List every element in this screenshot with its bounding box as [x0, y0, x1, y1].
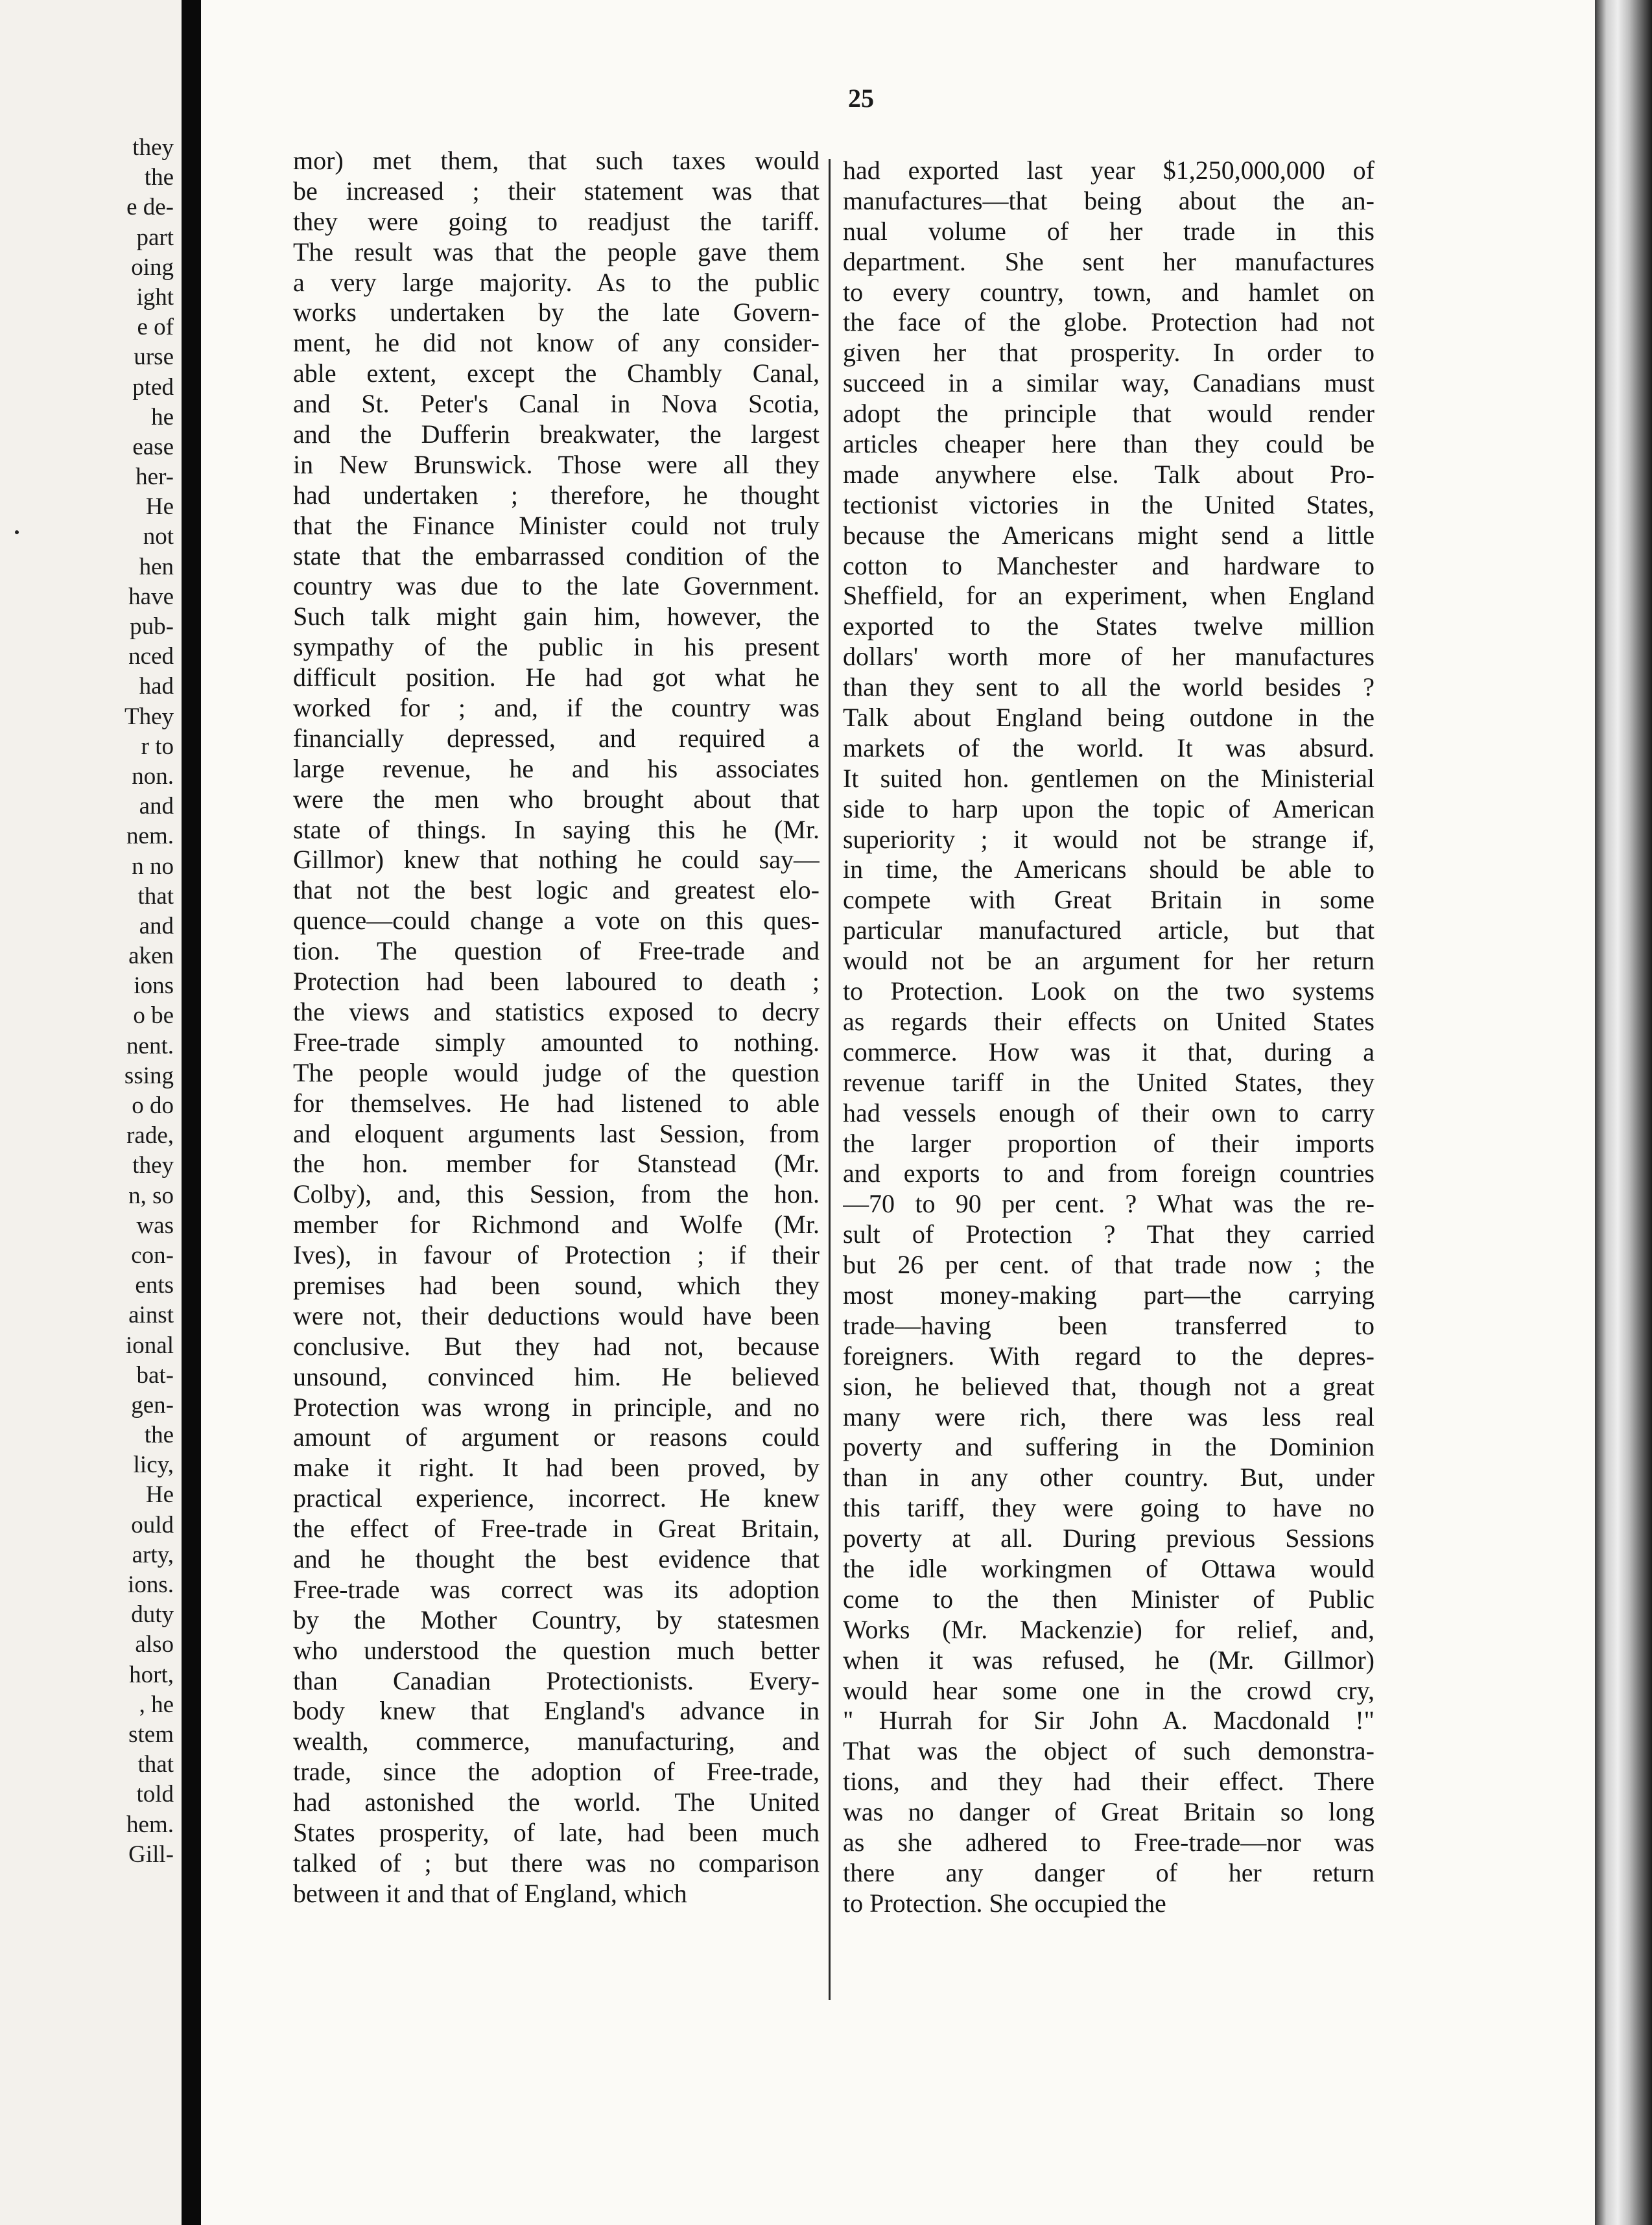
text-line: That was the object of such demonstra- — [843, 1736, 1375, 1766]
text-line: sympathy of the public in his present — [293, 632, 820, 662]
text-line: Protection had been laboured to death ; — [293, 967, 820, 996]
text-line: there any danger of her return — [843, 1857, 1375, 1887]
text-line: trade—having been transferred to — [843, 1310, 1375, 1340]
text-line: body knew that England's advance in — [293, 1696, 820, 1726]
text-line: that not the best logic and greatest elo- — [293, 875, 820, 905]
text-line: given her that prosperity. In order to — [843, 338, 1375, 368]
book-gutter — [182, 0, 201, 2225]
text-line: dollars' worth more of her manufactures — [843, 642, 1375, 672]
text-line: come to the then Minister of Public — [843, 1584, 1375, 1614]
text-line: part — [136, 224, 174, 251]
text-line: mor) met them, that such taxes would — [293, 146, 820, 175]
text-line: pted — [132, 373, 174, 401]
text-line: that the Finance Minister could not truly — [293, 510, 820, 540]
text-line: told — [136, 1781, 174, 1808]
text-line: nced — [128, 643, 174, 670]
text-line: stem — [128, 1721, 174, 1748]
text-line: ions. — [128, 1572, 174, 1598]
text-line: the larger proportion of their imports — [843, 1128, 1375, 1158]
text-line: than they sent to all the world besides ? — [843, 672, 1375, 702]
text-line: ssing — [124, 1062, 174, 1089]
text-line: ions — [134, 972, 174, 1000]
text-line: also — [135, 1631, 174, 1658]
text-line: con- — [131, 1242, 174, 1269]
text-line: commerce. How was it that, during a — [843, 1037, 1375, 1066]
text-line: amount of argument or reasons could — [293, 1422, 820, 1452]
text-line: tion. The question of Free-trade and — [293, 936, 820, 966]
text-line: this tariff, they were going to have no — [843, 1493, 1375, 1523]
text-line: the effect of Free-trade in Great Britain, — [293, 1514, 820, 1544]
text-line: department. She sent her manufactures — [843, 246, 1375, 276]
text-line: particular manufactured article, but that — [843, 915, 1375, 945]
text-line: premises had been sound, which they — [293, 1270, 820, 1300]
text-line: Such talk might gain him, however, the — [293, 602, 820, 631]
text-line: they were going to readjust the tariff. — [293, 206, 820, 236]
text-line: Free-trade simply amounted to nothing. — [293, 1027, 820, 1057]
text-line: non. — [132, 762, 174, 790]
text-line: aken — [128, 943, 174, 970]
text-line: made anywhere else. Talk about Pro- — [843, 459, 1375, 489]
text-line: Works (Mr. Mackenzie) for relief, and, — [843, 1614, 1375, 1644]
text-line: nual volume of her trade in this — [843, 216, 1375, 246]
text-line: that — [137, 882, 174, 910]
text-line: ease — [132, 433, 174, 460]
text-line: when it was refused, he (Mr. Gillmor) — [843, 1645, 1375, 1675]
text-line: Gill- — [128, 1841, 174, 1868]
text-line: arty, — [132, 1541, 174, 1568]
facing-page-fragment — [0, 0, 182, 2225]
text-line: a very large majority. As to the public — [293, 267, 820, 297]
text-line: markets of the world. It was absurd. — [843, 733, 1375, 762]
text-line: urse — [134, 344, 174, 371]
text-line: unsound, convinced him. He believed — [293, 1361, 820, 1391]
text-line: r to — [141, 733, 174, 760]
page — [201, 0, 1595, 2225]
text-line: make it right. It had been proved, by — [293, 1453, 820, 1483]
text-line: the hon. member for Stanstead (Mr. — [293, 1149, 820, 1179]
text-line: manufactures—that being about the an- — [843, 185, 1375, 215]
column-rule — [829, 159, 831, 2000]
text-line: It suited hon. gentlemen on the Ministerial — [843, 763, 1375, 793]
text-line: trade, since the adoption of Free-trade, — [293, 1757, 820, 1787]
ink-speck — [15, 530, 19, 534]
text-line: hen — [139, 553, 174, 580]
text-line: they — [132, 1152, 174, 1179]
text-line: Colby), and, this Session, from the hon. — [293, 1179, 820, 1209]
text-line: quence—could change a vote on this ques- — [293, 906, 820, 936]
text-line: in time, the Americans should be able to — [843, 854, 1375, 884]
text-line: most money-making part—the carrying — [843, 1280, 1375, 1310]
text-line: e of — [137, 314, 174, 341]
text-line: for themselves. He had listened to able — [293, 1088, 820, 1118]
text-line: had exported last year $1,250,000,000 of — [843, 156, 1375, 185]
text-line: , he — [139, 1691, 174, 1718]
text-column-left — [293, 146, 820, 1909]
text-line: be increased ; their statement was that — [293, 176, 820, 206]
text-line: tions, and they had their effect. There — [843, 1767, 1375, 1796]
text-line: He — [145, 1481, 174, 1509]
text-line: many were rich, there was less real — [843, 1402, 1375, 1431]
facing-page-text — [5, 133, 174, 1870]
text-line: state of things. In saying this he (Mr. — [293, 814, 820, 844]
text-line: and he thought the best evidence that — [293, 1544, 820, 1573]
text-line: Sheffield, for an experiment, when England — [843, 581, 1375, 611]
text-line: and exports to and from foreign countries — [843, 1159, 1375, 1188]
text-line: articles cheaper here than they could be — [843, 429, 1375, 459]
text-line: compete with Great Britain in some — [843, 885, 1375, 915]
text-line: revenue tariff in the United States, they — [843, 1067, 1375, 1097]
text-line: hem. — [126, 1811, 174, 1838]
text-line: tectionist victories in the United States, — [843, 489, 1375, 519]
text-line: large revenue, he and his associates — [293, 753, 820, 783]
text-line: was no danger of Great Britain so long — [843, 1797, 1375, 1827]
text-line: had astonished the world. The United — [293, 1787, 820, 1817]
text-line: had — [139, 673, 174, 700]
text-line: to Protection. She occupied the — [843, 1888, 1166, 1918]
text-line: who understood the question much better — [293, 1635, 820, 1665]
text-line: duty — [131, 1601, 174, 1629]
text-line: bat- — [136, 1361, 174, 1389]
text-line: sion, he believed that, though not a great — [843, 1371, 1375, 1401]
text-line: Ives), in favour of Protection ; if their — [293, 1240, 820, 1270]
text-line: works undertaken by the late Govern- — [293, 298, 820, 327]
text-line: and eloquent arguments last Session, from — [293, 1118, 820, 1148]
text-line: have — [128, 583, 174, 610]
text-line: gen- — [131, 1391, 174, 1419]
text-line: able extent, except the Chambly Canal, — [293, 359, 820, 388]
text-line: state that the embarrassed condition of the — [293, 541, 820, 571]
text-line: and — [139, 912, 174, 939]
text-line: would not be an argument for her return — [843, 946, 1375, 976]
text-line: Gillmor) knew that nothing he could say— — [293, 845, 820, 875]
text-line: pub- — [130, 613, 174, 640]
text-line: foreigners. With regard to the depres- — [843, 1341, 1375, 1371]
text-line: —70 to 90 per cent. ? What was the re- — [843, 1189, 1375, 1219]
text-line: not — [143, 523, 174, 550]
text-line: than Canadian Protectionists. Every- — [293, 1666, 820, 1695]
text-line: superiority ; it would not be strange if, — [843, 824, 1375, 854]
text-line: in New Brunswick. Those were all they — [293, 449, 820, 479]
text-line: ainst — [128, 1302, 174, 1329]
text-line: worked for ; and, if the country was — [293, 693, 820, 723]
text-line: between it and that of England, which — [293, 1878, 687, 1908]
text-line: licy, — [133, 1452, 174, 1479]
text-line: the idle workingmen of Ottawa would — [843, 1553, 1375, 1583]
text-line: country was due to the late Government. — [293, 571, 820, 601]
text-line: the face of the globe. Protection had not — [843, 307, 1375, 337]
text-line: n, so — [128, 1182, 174, 1209]
text-line: e de- — [126, 194, 174, 221]
text-line: oing — [131, 253, 174, 281]
text-line: The people would judge of the question — [293, 1057, 820, 1087]
text-line: adopt the principle that would render — [843, 399, 1375, 429]
text-line: and — [139, 793, 174, 820]
text-line: cotton to Manchester and hardware to — [843, 550, 1375, 580]
text-line: ould — [131, 1511, 174, 1538]
text-line: Talk about England being outdone in the — [843, 703, 1375, 733]
text-line: had vessels enough of their own to carry — [843, 1098, 1375, 1127]
text-line: the — [144, 164, 174, 191]
text-line: ight — [136, 283, 174, 311]
text-line: financially depressed, and required a — [293, 723, 820, 753]
text-line: were the men who brought about that — [293, 784, 820, 814]
text-line: He — [145, 493, 174, 521]
text-line: that — [137, 1751, 174, 1778]
text-line: exported to the States twelve million — [843, 611, 1375, 641]
text-line: member for Richmond and Wolfe (Mr. — [293, 1210, 820, 1240]
text-line: wealth, commerce, manufacturing, and — [293, 1726, 820, 1756]
text-line: ional — [126, 1332, 174, 1359]
text-line: to every country, town, and hamlet on — [843, 277, 1375, 307]
text-line: poverty at all. During previous Sessions — [843, 1524, 1375, 1553]
text-line: talked of ; but there was no comparison — [293, 1848, 820, 1878]
text-line: was — [136, 1212, 174, 1239]
text-line: Protection was wrong in principle, and no — [293, 1392, 820, 1422]
page-edge — [1595, 0, 1652, 2225]
text-line: poverty and suffering in the Dominion — [843, 1432, 1375, 1462]
text-line: but 26 per cent. of that trade now ; the — [843, 1250, 1375, 1280]
text-line: the — [144, 1422, 174, 1449]
text-line: to Protection. Look on the two systems — [843, 976, 1375, 1006]
text-line: because the Americans might send a little — [843, 520, 1375, 550]
text-line: sult of Protection ? That they carried — [843, 1219, 1375, 1249]
text-line: the views and statistics exposed to decry — [293, 996, 820, 1026]
text-line: o do — [132, 1092, 174, 1119]
text-line: as she adhered to Free-trade—nor was — [843, 1827, 1375, 1857]
text-line: ment, he did not know of any consider- — [293, 328, 820, 358]
text-line: and St. Peter's Canal in Nova Scotia, — [293, 389, 820, 419]
text-line: States prosperity, of late, had been much — [293, 1817, 820, 1847]
text-line: were not, their deductions would have been — [293, 1301, 820, 1330]
text-line: than in any other country. But, under — [843, 1463, 1375, 1492]
text-line: o be — [133, 1002, 174, 1030]
page-number: 25 — [848, 84, 874, 113]
text-line: conclusive. But they had not, because — [293, 1331, 820, 1361]
text-line: side to harp upon the topic of American — [843, 794, 1375, 823]
text-line: her- — [136, 464, 174, 491]
text-column-right — [843, 156, 1375, 1919]
text-line: The result was that the people gave them — [293, 237, 820, 266]
text-line: They — [124, 703, 174, 730]
text-line: had undertaken ; therefore, he thought — [293, 480, 820, 510]
text-line: and the Dufferin breakwater, the largest — [293, 419, 820, 449]
text-line: by the Mother Country, by statesmen — [293, 1605, 820, 1634]
text-line: " Hurrah for Sir John A. Macdonald !" — [843, 1706, 1375, 1736]
text-line: rade, — [126, 1122, 174, 1149]
text-line: n no — [132, 853, 174, 880]
text-line: hort, — [129, 1661, 174, 1688]
text-line: nem. — [126, 823, 174, 850]
text-line: he — [151, 403, 174, 430]
text-line: ents — [135, 1272, 174, 1299]
text-line: nent. — [126, 1032, 174, 1059]
text-line: difficult position. He had got what he — [293, 663, 820, 692]
text-line: Free-trade was correct was its adoption — [293, 1574, 820, 1604]
text-line: would hear some one in the crowd cry, — [843, 1675, 1375, 1705]
text-line: succeed in a similar way, Canadians must — [843, 368, 1375, 398]
text-line: as regards their effects on United States — [843, 1006, 1375, 1036]
text-line: practical experience, incorrect. He knew — [293, 1483, 820, 1513]
text-line: they — [132, 134, 174, 161]
